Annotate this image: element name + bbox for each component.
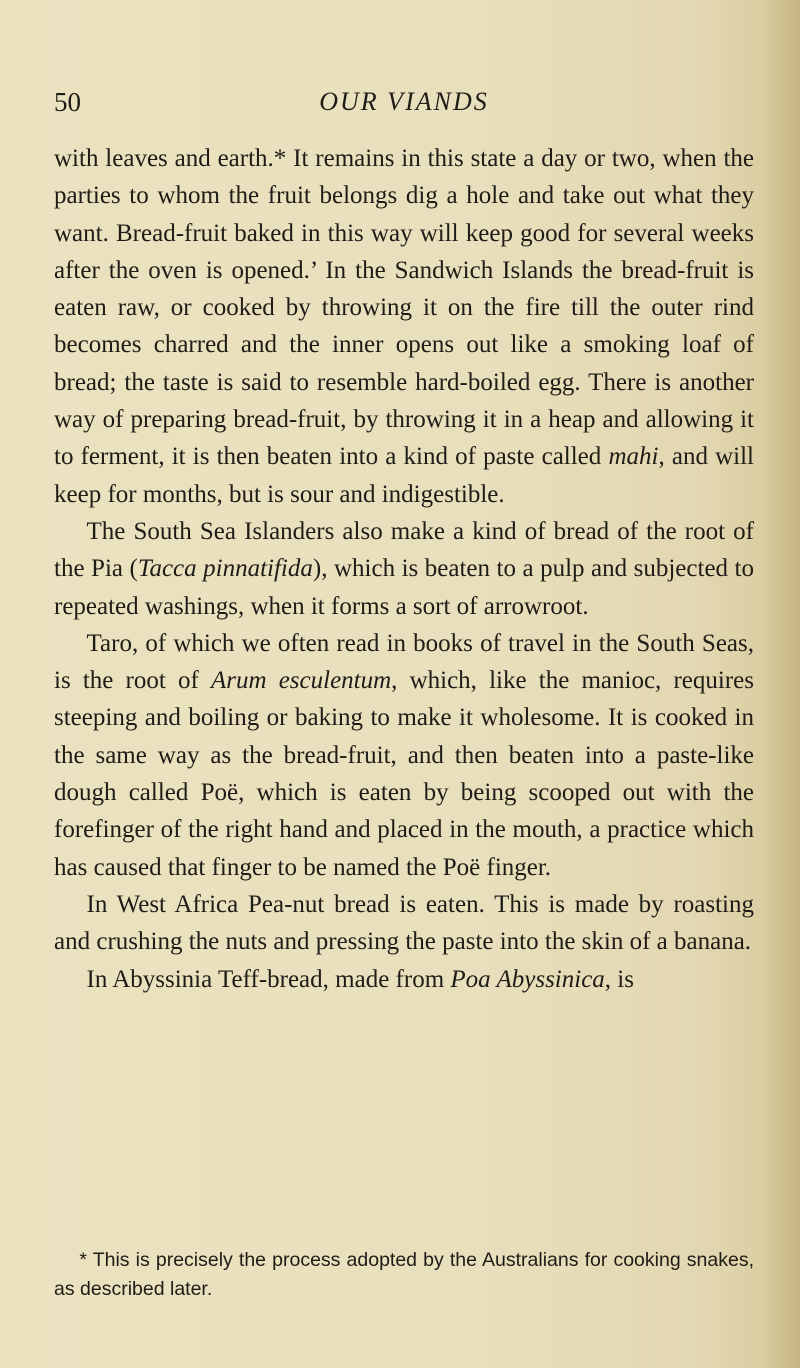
- page-number: 50: [54, 87, 81, 117]
- italic-term: Arum esculentum: [210, 667, 392, 695]
- body-text: [54, 140, 754, 998]
- text-segment: Taro, of which we often read in books of travel in the South Seas, is the root of: [54, 629, 754, 695]
- page-header: [54, 85, 754, 125]
- paragraph-2: [54, 513, 754, 625]
- paragraph-4: [54, 886, 754, 961]
- footnote: * This is precisely the process adopted by the Australians for cooking snakes, as described later.: [54, 1249, 754, 1300]
- paragraph-1: [54, 140, 754, 513]
- text-segment: The South Sea Islanders also make a kind of bread of the root of the Pia (: [54, 517, 754, 583]
- page-edge-shadow: [760, 0, 800, 1368]
- text-segment: ), which is beaten to a pulp and subjected to repeated washings, when it forms a sort of arrowroot.: [54, 555, 754, 620]
- text-segment: , and will keep for months, but is sour and indigestible.: [54, 443, 754, 508]
- text-segment: , which, like the manioc, requires steeping and boiling or baking to make it wholesome. It is cooked in the same way as the bread-fruit, and then beaten into a paste-like dough called Poë, which is eaten by being scooped out with the forefinger of the right hand and placed in the mouth, a practice which has caused that finger to be named the Poë finger.: [54, 667, 754, 881]
- italic-term: Tacca pinnatifida: [137, 555, 313, 583]
- text-segment: with leaves and earth.* It remains in this state a day or two, when the parties to whom the fruit belongs dig a hole and take out what they want. Bread-fruit baked in this way will keep good for several weeks after the oven is opened.’ In the Sandwich Islands the bread-fruit is eaten raw, or cooked by throwing it on the fire till the outer rind becomes charred and the inner opens out like a smoking loaf of bread; the taste is said to resemble hard-boiled egg. There is another way of preparing bread-fruit, by throwing it in a heap and allowing it to ferment, it is then beaten into a kind of paste called: [54, 145, 754, 471]
- italic-term: Poa Abyssinica: [450, 965, 605, 993]
- paragraph-5: [54, 961, 754, 998]
- paragraph-3: [54, 625, 754, 886]
- running-head: OUR VIANDS: [319, 87, 489, 116]
- text-segment: , is: [604, 965, 634, 993]
- text-segment: In Abyssinia Teff-bread, made from: [86, 965, 451, 993]
- text-segment: In West Africa Pea-nut bread is eaten. This is made by roasting and crushing the nuts and pressing the paste into the skin of a banana.: [54, 890, 754, 956]
- italic-term: mahi: [608, 443, 659, 471]
